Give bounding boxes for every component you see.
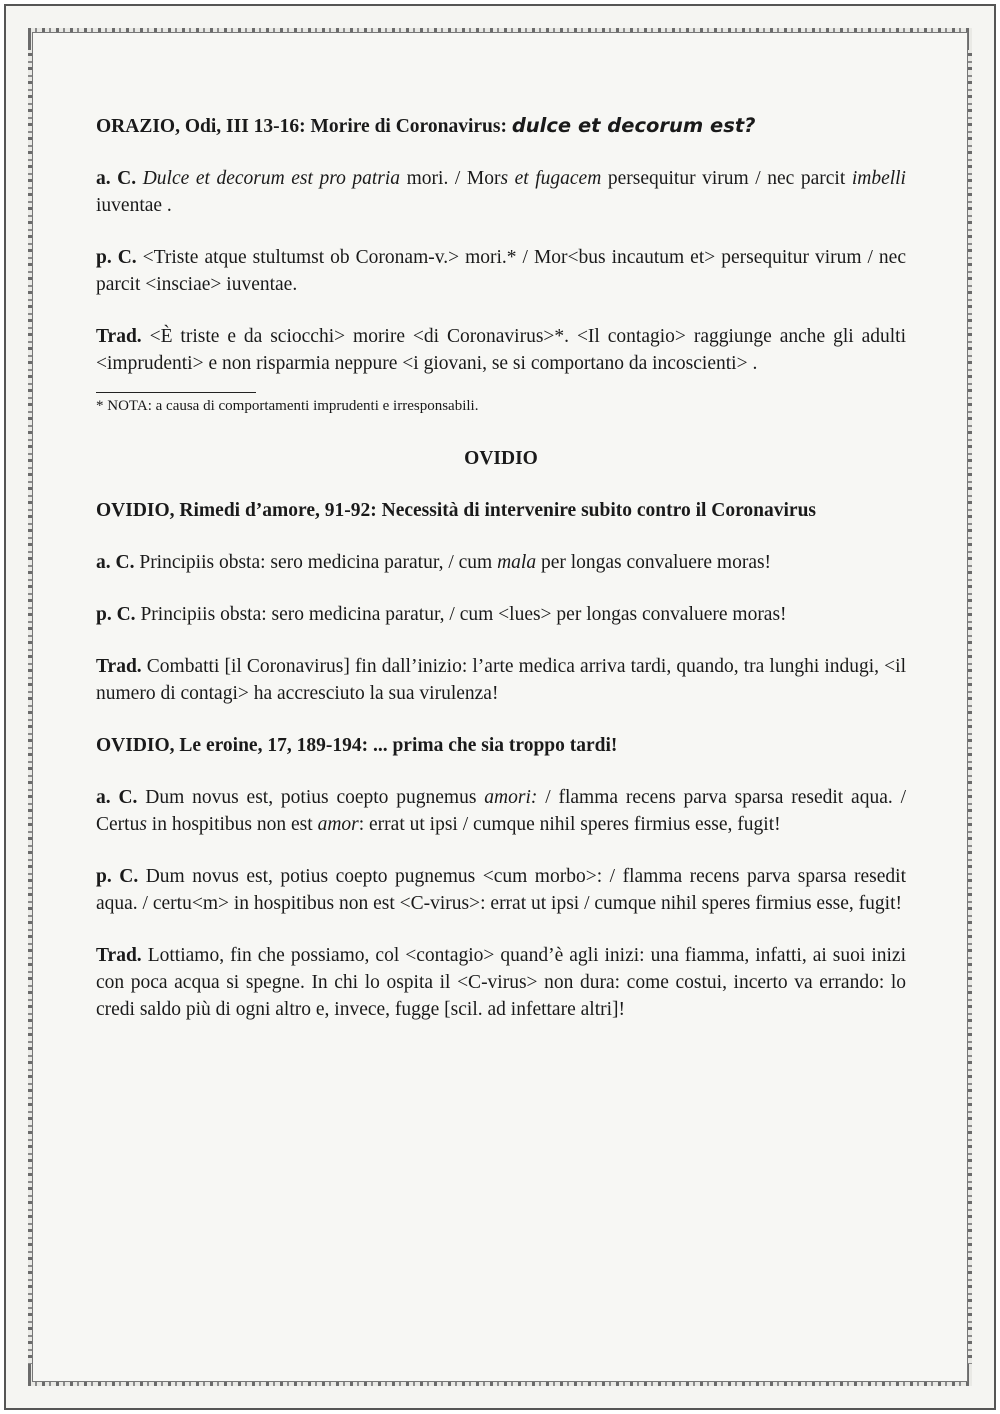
text: per longas convaluere moras! — [536, 552, 772, 573]
title-text: ORAZIO, Odi, III 13-16: Morire di Coronavirus: — [96, 116, 512, 137]
text: <È triste e da sciocchi> morire <di Coronavirus>*. <Il contagio> raggiunge anche gli adulti <imprudenti> e non risparmia neppure <i giovani, se si comportano da incoscienti> . — [96, 326, 906, 374]
text-italic: mala — [497, 552, 537, 573]
text: iuventae . — [96, 195, 172, 216]
latin-parody-paragraph — [96, 863, 906, 917]
text: <Triste atque stultumst ob Coronam-v.> mori.* / Mor<bus incautum et> persequitur virum / nec parcit <insciae> iuventae. — [96, 247, 906, 295]
latin-original-paragraph — [96, 784, 906, 838]
label-trad: Trad. — [96, 945, 142, 966]
translation-paragraph — [96, 653, 906, 707]
label-ac: a. C. — [96, 552, 135, 573]
text: Dum novus est, potius coepto pugnemus <cum morbo>: / flamma recens parva sparsa resedit aqua. / certu<m> in hospitibus non est <C-virus>: errat ut ipsi / cumque nihil speres firmius esse, fugit! — [96, 866, 906, 914]
label-trad: Trad. — [96, 326, 142, 347]
label-ac: a. C. — [96, 787, 138, 808]
text: Principiis obsta: sero medicina paratur, / cum <lues> per longas convaluere moras! — [135, 604, 787, 625]
text: mori. / Mor — [400, 168, 501, 189]
latin-parody-paragraph — [96, 244, 906, 298]
text: Lottiamo, fin che possiamo, col <contagio> quand’è agli inizi: una fiamma, infatti, ai suoi inizi con poca acqua si spegne. In chi lo ospita il <C-virus> non dura: come costui, incerto va errando: lo credi saldo più di ogni altro e, invece, fugge [scil. ad infettare altri]! — [96, 945, 906, 1020]
footnote: * NOTA: a causa di comportamenti imprudenti e irresponsabili. — [96, 398, 479, 414]
label-pc: p. C. — [96, 866, 139, 887]
translation-paragraph — [96, 323, 906, 377]
label-ac: a. C. — [96, 168, 137, 189]
title-italic: dulce et decorum est? — [511, 114, 756, 137]
latin-parody-paragraph — [96, 601, 906, 628]
latin-original-paragraph — [96, 165, 906, 219]
text: / flamma recens parva sparsa resedit aqua. / Certu — [96, 787, 906, 835]
text-italic: amor — [317, 814, 359, 835]
document-body — [96, 112, 906, 1048]
latin-original-paragraph — [96, 549, 906, 576]
label-trad: Trad. — [96, 656, 142, 677]
translation-paragraph — [96, 942, 906, 1023]
text-italic: s et fugacem — [500, 168, 602, 189]
text: persequitur virum / nec parcit — [601, 168, 852, 189]
text-italic: Dulce et decorum est pro patria — [142, 168, 401, 189]
section-title-rimedi: OVIDIO, Rimedi d’amore, 91-92: Necessità di intervenire subito contro il Coronavirus — [96, 500, 817, 521]
section-title-eroine: OVIDIO, Le eroine, 17, 189-194: ... prima che sia troppo tardi! — [96, 735, 618, 756]
text-italic: s — [139, 814, 147, 835]
text: Combatti [il Coronavirus] fin dall’inizio: l’arte medica arriva tardi, quando, tra lunghi indugi, <il numero di contagi> ha accresciuto la sua virulenza! — [96, 656, 906, 704]
text-italic: amori: — [484, 787, 538, 808]
text: : errat ut ipsi / cumque nihil speres firmius esse, fugit! — [358, 814, 781, 835]
text: in hospitibus non est — [146, 814, 318, 835]
section-title-orazio — [96, 112, 906, 140]
text: Principiis obsta: sero medicina paratur, / cum — [134, 552, 498, 573]
text: Dum novus est, potius coepto pugnemus — [137, 787, 485, 808]
footnote-rule — [96, 392, 256, 393]
label-pc: p. C. — [96, 247, 137, 268]
section-heading: OVIDIO — [464, 448, 538, 469]
text-italic: imbelli — [851, 168, 906, 189]
label-pc: p. C. — [96, 604, 136, 625]
